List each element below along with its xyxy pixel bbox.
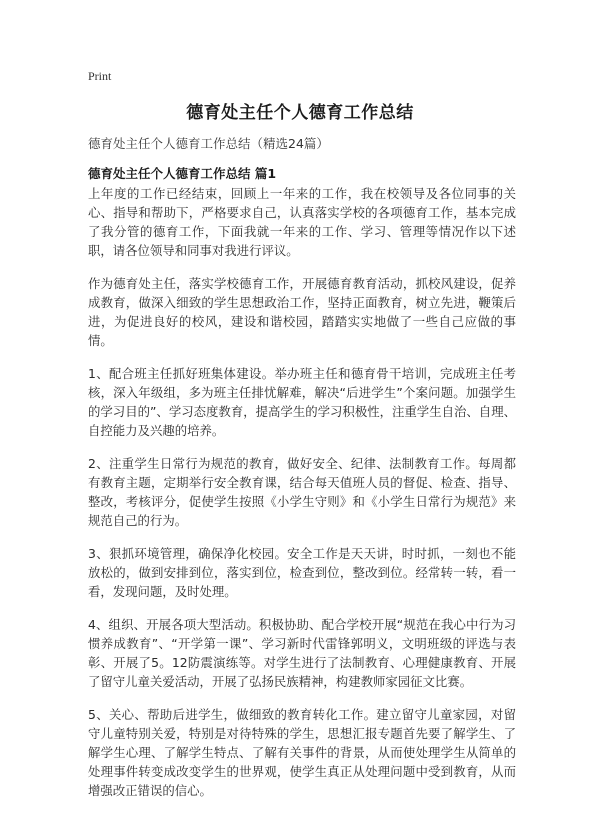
paragraph: 上年度的工作已经结束，回顾上一年来的工作，我在校领导及各位同事的关心、指导和帮助下，严格要求自己，认真落实学校的各项德育工作，基本完成了我分管的德育工作，下面我就一年来的工作、学习、管理等情况作以下述职，请各位领导和同事对我进行评议。 xyxy=(88,186,516,258)
article-body xyxy=(88,184,516,814)
paragraph: 4、组织、开展各项大型活动。积极协助、配合学校开展“规范在我心中行为习惯养成教育”、“开学第一课”、学习新时代雷锋郭明义，文明班级的评选与表彰、开展了5。12防震演练等。对学生进行了法制教育、心理健康教育、开展了留守儿童关爱活动，开展了弘扬民族精神，构建教师家园征文比赛。 xyxy=(88,617,516,689)
paragraph: 3、狠抓环境管理，确保净化校园。安全工作是天天讲，时时抓，一刻也不能放松的，做到安排到位，落实到位，检查到位，整改到位。经常转一转，看一看，发现问题，及时处理。 xyxy=(88,546,516,599)
section-heading: 德育处主任个人德育工作总结 篇1 xyxy=(88,166,277,181)
paragraph: 1、配合班主任抓好班集体建设。举办班主任和德育骨干培训，完成班主任考核，深入年级组，多为班主任排忧解难，解决“后进学生”个案问题。加强学生的学习目的”、学习态度教育，提高学生的学习积极性，注重学生自治、自理、自控能力及兴趣的培养。 xyxy=(88,366,516,438)
document-subtitle: 德育处主任个人德育工作总结（精选24篇） xyxy=(88,136,329,151)
paragraph: 作为德育处主任，落实学校德育工作，开展德育教育活动，抓校风建设，促养成教育，做深入细致的学生思想政治工作，坚持正面教育，树立先进，鞭策后进，为促进良好的校风，建设和谐校园，踏踏实实地做了一些自己应做的事情。 xyxy=(88,276,516,348)
paragraph: 2、注重学生日常行为规范的教育，做好安全、纪律、法制教育工作。每周都有教育主题，定期举行安全教育课，结合每天值班人员的督促、检查、指导、整改，考核评分，促使学生按照《小学生守则》和《小学生日常行为规范》来规范自己的行为。 xyxy=(88,456,516,528)
paragraph: 5、关心、帮助后进学生，做细致的教育转化工作。建立留守儿童家园，对留守儿童特别关爱，特别是对待特殊的学生，思想汇报专题首先要了解学生、了解学生心理、了解学生特点、了解有关事件的背景，从而使处理学生从简单的处理事件转变成改变学生的世界观，使学生真正从处理问题中受到教育，从而增强改正错误的信心。 xyxy=(88,707,516,798)
document-title: 德育处主任个人德育工作总结 xyxy=(186,103,414,123)
print-link[interactable]: Print xyxy=(88,69,112,83)
